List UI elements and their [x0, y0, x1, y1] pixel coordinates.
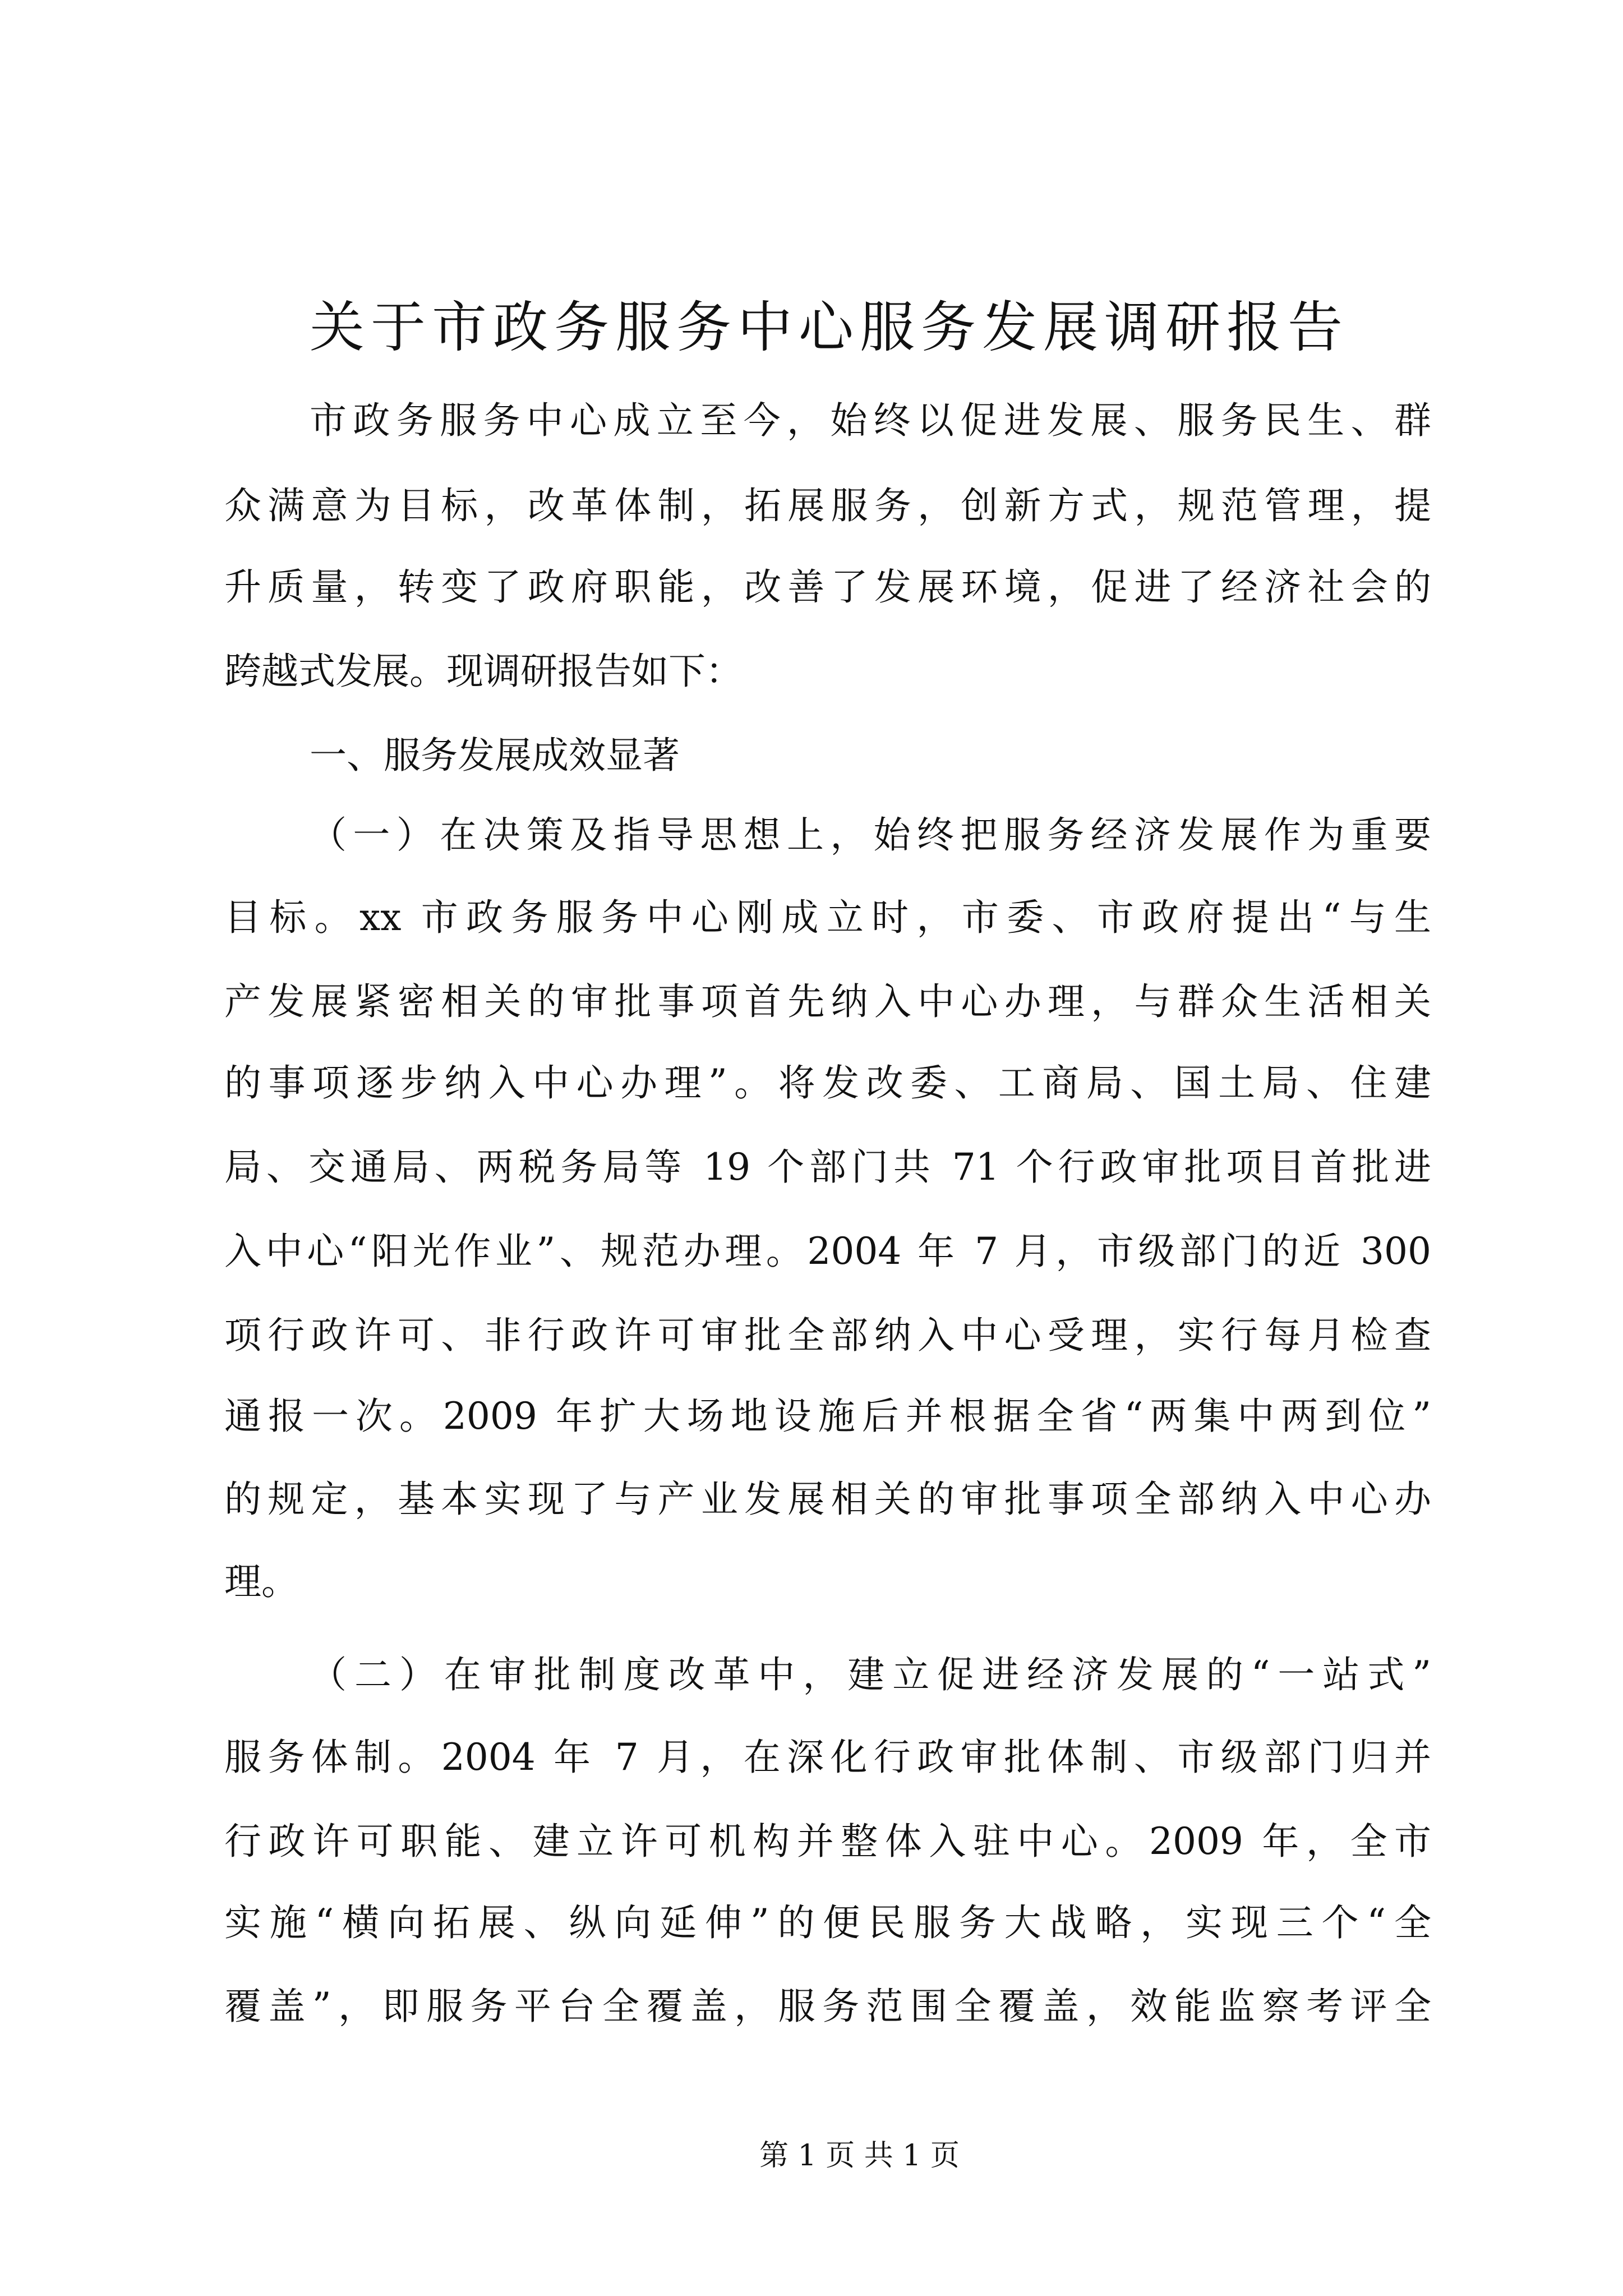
text-line: 实施“横向拓展、纵向延伸”的便民服务大战略，实现三个“全: [224, 1901, 1431, 1944]
text-line: 通报一次。2009 年扩大场地设施后并根据全省“两集中两到位”: [224, 1395, 1431, 1438]
page-footer: 第 1 页 共 1 页: [759, 2139, 960, 2173]
text-line: 市政务服务中心成立至今，始终以促进发展、服务民生、群: [310, 399, 1431, 442]
text-line: 目标。xx 市政务服务中心刚成立时，市委、市政府提出“与生: [224, 896, 1431, 939]
text-line: 产发展紧密相关的审批事项首先纳入中心办理，与群众生活相关: [224, 980, 1431, 1023]
text-line: （二）在审批制度改革中，建立促进经济发展的“一站式”: [310, 1653, 1431, 1696]
text-line: 项行政许可、非行政许可审批全部纳入中心受理，实行每月检查: [224, 1314, 1431, 1357]
section-heading-text: 一、服务发展成效显著: [310, 734, 680, 777]
text-line: 的规定，基本实现了与产业发展相关的审批事项全部纳入中心办: [224, 1478, 1431, 1521]
text-line: 众满意为目标，改革体制，拓展服务，创新方式，规范管理，提: [224, 484, 1431, 527]
text-line: 服务体制。2004 年 7 月，在深化行政审批体制、市级部门归并: [224, 1736, 1431, 1779]
text-line: 覆盖”，即服务平台全覆盖，服务范围全覆盖，效能监察考评全: [224, 1985, 1431, 2028]
text-line: 理。: [224, 1560, 298, 1603]
text-line: 的事项逐步纳入中心办理”。将发改委、工商局、国土局、住建: [224, 1061, 1431, 1105]
text-line: 升质量，转变了政府职能，改善了发展环境，促进了经济社会的: [224, 565, 1431, 609]
text-line: 行政许可职能、建立许可机构并整体入驻中心。2009 年，全市: [224, 1820, 1431, 1863]
document-title: 关于市政务服务中心服务发展调研报告: [310, 296, 1343, 360]
text-line: 局、交通局、两税务局等 19 个部门共 71 个行政审批项目首批进: [224, 1145, 1431, 1189]
text-line: （一）在决策及指导思想上，始终把服务经济发展作为重要: [310, 813, 1431, 857]
text-line: 入中心“阳光作业”、规范办理。2004 年 7 月，市级部门的近 300: [224, 1230, 1431, 1273]
text-line: 跨越式发展。现调研报告如下：: [224, 650, 743, 693]
